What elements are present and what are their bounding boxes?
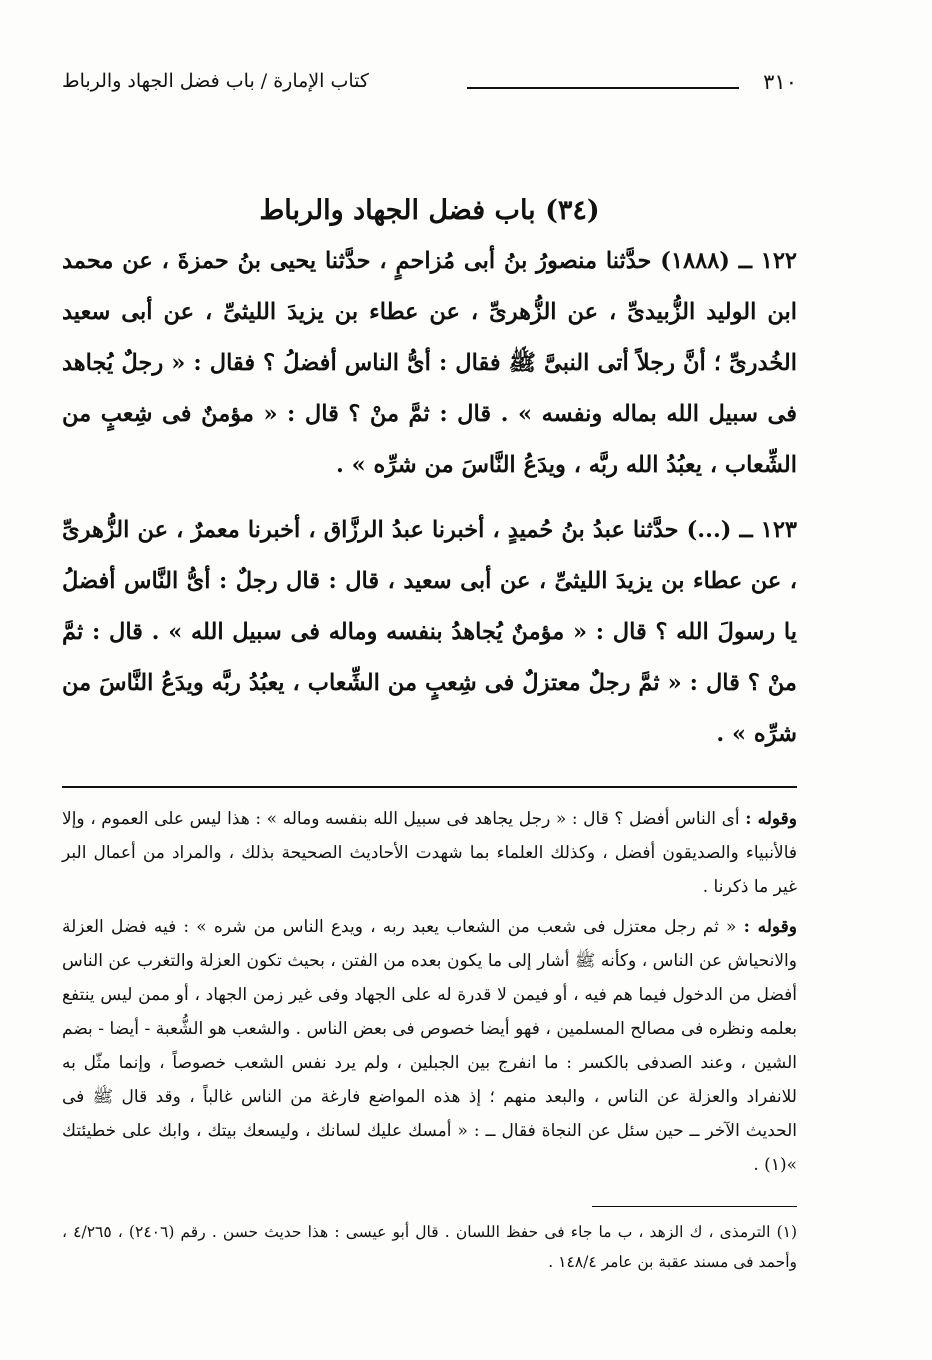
commentary-text: « ثم رجل معتزل فى شعب من الشعاب يعبد ربه ، ويدع الناس من شره » : فيه فضل العزلة والانحياش عن الناس ، وكأنه ﷺ أشار إلى ما يكون بعده من الفتن ، بحيث تكون العزلة والتغرب عن الناس أفضل من الدخول فيما هم فيه ، أو فيمن لا قدرة له على الجهاد وفى غير زمن الجهاد ، أو ممن ليس ينتفع بعلمه ونظره فى مصالح المسلمين ، فهو أيضا خصوص فى بعض الناس . والشعب هو الشُّعبة - أيضا - بضم الشين ، وعند الصدفى بالكسر : ما انفرج بين الجبلين ، ولم يرد نفس الشعب خصوصاً ، وإنما مثّل به للانفراد والعزلة عن الناس ، والبعد منهم ؛ إذ هذه المواضع فارغة من الناس غالباً ، وقد قال ﷺ فى الحديث الآخر ــ حين سئل عن النجاة فقال ــ : « أمسك عليك لسانك ، وليسعك بيتك ، وابك على خطيئتك »(١) . xyxy=(62,917,797,1175)
hadith-123: ١٢٣ ــ (...) حدَّثنا عبدُ بنُ حُميدٍ ، أخبرنا عبدُ الرزَّاق ، أخبرنا معمرٌ ، عن الزُّهرىِّ ، عن عطاء بن يزيدَ الليثىِّ ، عن أبى سعيد ، قال : قال رجلٌ : أىُّ النَّاس أفضلُ يا رسولَ الله ؟ قال : « مؤمنٌ يُجاهدُ بنفسه وماله فى سبيل الله » . قال : ثمَّ منْ ؟ قال : « ثمَّ رجلٌ معتزلٌ فى شِعبٍ من الشِّعاب ، يعبُدُ ربَّه ويدَعُ النَّاسَ من شرِّه » . xyxy=(62,517,797,747)
page-header xyxy=(62,60,797,100)
commentary-paragraph xyxy=(62,802,797,904)
running-title: كتاب الإمارة / باب فضل الجهاد والرباط xyxy=(62,70,369,92)
footnote: (١) الترمذى ، ك الزهد ، ب ما جاء فى حفظ اللسان . قال أبو عيسى : هذا حديث حسن . رقم (٢٤٠٦) ، ٤/٢٦٥ ، وأحمد فى مسند عقبة بن عامر ١٤٨/٤ . xyxy=(62,1223,798,1271)
section-divider xyxy=(62,786,797,788)
page xyxy=(62,60,797,1277)
header-rule xyxy=(467,87,739,89)
commentary-text: أى الناس أفضل ؟ قال : « رجل يجاهد فى سبيل الله بنفسه وماله » : هذا ليس على العموم ، وإلا فالأنبياء والصديقون أفضل ، وكذلك العلماء بما شهدت الأحاديث الصحيحة بذلك ، والمراد من أعمال البر غير ما ذكرنا . xyxy=(62,809,797,897)
commentary-lead: وقوله : xyxy=(743,917,797,937)
commentary-lead: وقوله : xyxy=(745,809,797,829)
page-number: ٣١٠ xyxy=(763,70,797,94)
hadith-122: ١٢٢ ــ (١٨٨٨) حدَّثنا منصورُ بنُ أبى مُزاحمٍ ، حدَّثنا يحيى بنُ حمزةَ ، عن محمد ابن الوليد الزُّبيدىِّ ، عن الزُّهرىِّ ، عن عطاء بن يزيدَ الليثىِّ ، عن أبى سعيد الخُدرىِّ ؛ أنَّ رجلاً أتى النبىَّ ﷺ فقال : أىُّ الناس أفضلُ ؟ فقال : « رجلٌ يُجاهد فى سبيل الله بماله ونفسه » . قال : ثمَّ منْ ؟ قال : « مؤمنٌ فى شِعبٍ من الشِّعاب ، يعبُدُ الله ربَّه ، ويدَعُ النَّاسَ من شرِّه » . xyxy=(62,248,798,478)
commentary-paragraph xyxy=(62,910,797,1182)
footnote-rule xyxy=(592,1206,797,1207)
chapter-title: (٣٤) باب فضل الجهاد والرباط xyxy=(259,195,600,226)
